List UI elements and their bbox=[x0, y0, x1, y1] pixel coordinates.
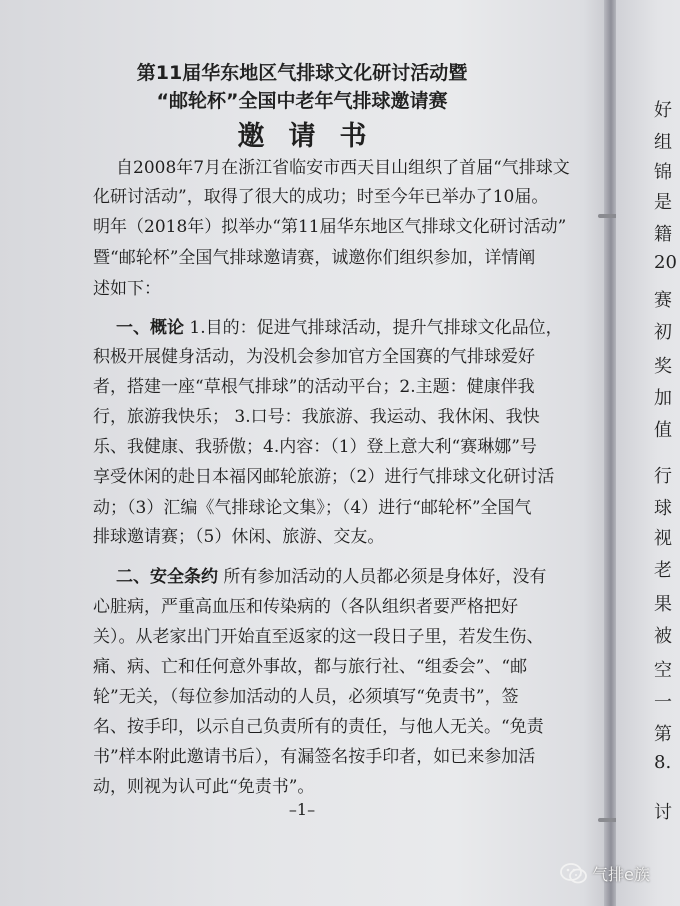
next-page-fragment: 20 bbox=[654, 252, 677, 273]
body-line bbox=[93, 372, 535, 397]
next-page-fragment: 空 bbox=[654, 660, 672, 681]
next-page-fragment: 果 bbox=[654, 594, 672, 615]
body-line bbox=[93, 712, 544, 737]
line-text: 明年（2018年）拟举办“第11届华东地区气排球文化研讨活动” bbox=[93, 217, 567, 237]
next-page-fragment: 老 bbox=[654, 560, 672, 581]
body-line bbox=[93, 493, 532, 518]
next-page-fragment: 是 bbox=[654, 192, 672, 213]
next-page-fragment: 组 bbox=[654, 132, 672, 153]
body-line bbox=[93, 212, 566, 237]
next-page-fragment: 籍 bbox=[654, 224, 672, 245]
next-page-fragment: 锦 bbox=[654, 162, 672, 183]
line-text: 痛、病、亡和任何意外事故，都与旅行社、“组委会”、“邮 bbox=[93, 657, 528, 677]
body-line bbox=[93, 182, 548, 207]
line-text: 述如下： bbox=[93, 279, 161, 299]
next-page-fragment: 视 bbox=[654, 528, 672, 549]
next-page-fragment: 讨 bbox=[654, 802, 672, 823]
wechat-icon bbox=[560, 863, 588, 885]
line-text: 享受休闲的赴日本福冈邮轮旅游；（2）进行气排球文化研讨活 bbox=[93, 467, 555, 487]
body-line bbox=[93, 243, 535, 268]
body-line bbox=[93, 522, 384, 547]
line-text: 暨“邮轮杯”全国气排球邀请赛，诚邀你们组织参加，详情阐 bbox=[93, 248, 536, 268]
line-text: 所有参加活动的人员都必须是身体好，没有 bbox=[223, 567, 547, 587]
next-page-fragment: 行 bbox=[654, 466, 672, 487]
body-line bbox=[116, 313, 563, 338]
line-text: 动；（3）汇编《气排球论文集》；（4）进行“邮轮杯”全国气 bbox=[93, 498, 532, 518]
line-text: 乐、我健康、我骄傲；4.内容：（1）登上意大利“赛琳娜”号 bbox=[93, 437, 537, 457]
line-text: 书”样本附此邀请书后），有漏签名按手印者，如已来参加活 bbox=[93, 747, 536, 767]
next-page-fragment: 加 bbox=[654, 388, 672, 409]
body-line bbox=[93, 592, 518, 617]
body-line bbox=[93, 402, 540, 427]
next-page-fragment: 好 bbox=[654, 100, 672, 121]
next-page-fragment: 奖 bbox=[654, 356, 672, 377]
section-heading: 一、概论 bbox=[116, 318, 184, 338]
body-line bbox=[93, 742, 535, 767]
body-line bbox=[116, 153, 570, 178]
body-line bbox=[93, 682, 519, 707]
watermark-text: 气排e族 bbox=[592, 865, 650, 884]
next-page-fragment: 8. bbox=[654, 752, 672, 773]
body-line bbox=[116, 562, 546, 587]
line-text: 关）。从老家出门开始直至返家的这一段日子里，若发生伤、 bbox=[93, 627, 544, 647]
next-page-fragment: 一 bbox=[654, 692, 672, 713]
line-text: 动，则视为认可此“免责书”。 bbox=[93, 777, 315, 797]
line-text: 自2008年7月在浙江省临安市西天目山组织了首届“气排球文 bbox=[116, 158, 570, 178]
body-line bbox=[93, 622, 544, 647]
next-page-fragment: 值 bbox=[654, 420, 672, 441]
next-page-fragment: 第 bbox=[654, 724, 672, 745]
section-heading: 二、安全条约 bbox=[116, 567, 218, 587]
title-line-1: 第11届华东地区气排球文化研讨活动暨 bbox=[136, 62, 468, 84]
watermark bbox=[560, 862, 650, 885]
line-text: 心脏病，严重高血压和传染病的（各队组织者要严格把好 bbox=[93, 597, 518, 617]
document-heading: 邀请书 bbox=[237, 121, 391, 152]
line-text: 者，搭建一座“草根气排球”的活动平台；2.主题：健康伴我 bbox=[93, 377, 535, 397]
line-text: 轮”无关，（每位参加活动的人员，必须填写“免责书”，签 bbox=[93, 687, 519, 707]
body-line bbox=[93, 432, 537, 457]
page-number: –1– bbox=[288, 800, 316, 819]
line-text: 化研讨活动”，取得了很大的成功；时至今年已举办了10届。 bbox=[93, 187, 549, 207]
line-text: 积极开展健身活动，为没机会参加官方全国赛的气排球爱好 bbox=[93, 347, 535, 367]
title-line-2: “邮轮杯”全国中老年气排球邀请赛 bbox=[156, 90, 448, 112]
line-text: 1.目的：促进气排球活动，提升气排球文化品位， bbox=[189, 318, 563, 338]
next-page-fragment: 被 bbox=[654, 626, 672, 647]
next-page-fragment: 初 bbox=[654, 322, 672, 343]
body-line bbox=[93, 652, 527, 677]
body-line bbox=[93, 462, 554, 487]
next-page-fragment: 球 bbox=[654, 498, 672, 519]
body-line bbox=[93, 342, 535, 367]
line-text: 名、按手印，以示自己负责所有的责任，与他人无关。“免责 bbox=[93, 717, 544, 737]
body-line bbox=[93, 274, 161, 299]
body-line bbox=[93, 772, 314, 797]
line-text: 排球邀请赛；（5）休闲、旅游、交友。 bbox=[93, 527, 385, 547]
line-text: 行，旅游我快乐； 3.口号：我旅游、我运动、我休闲、我快 bbox=[93, 407, 540, 427]
next-page-fragment: 赛 bbox=[654, 290, 672, 311]
